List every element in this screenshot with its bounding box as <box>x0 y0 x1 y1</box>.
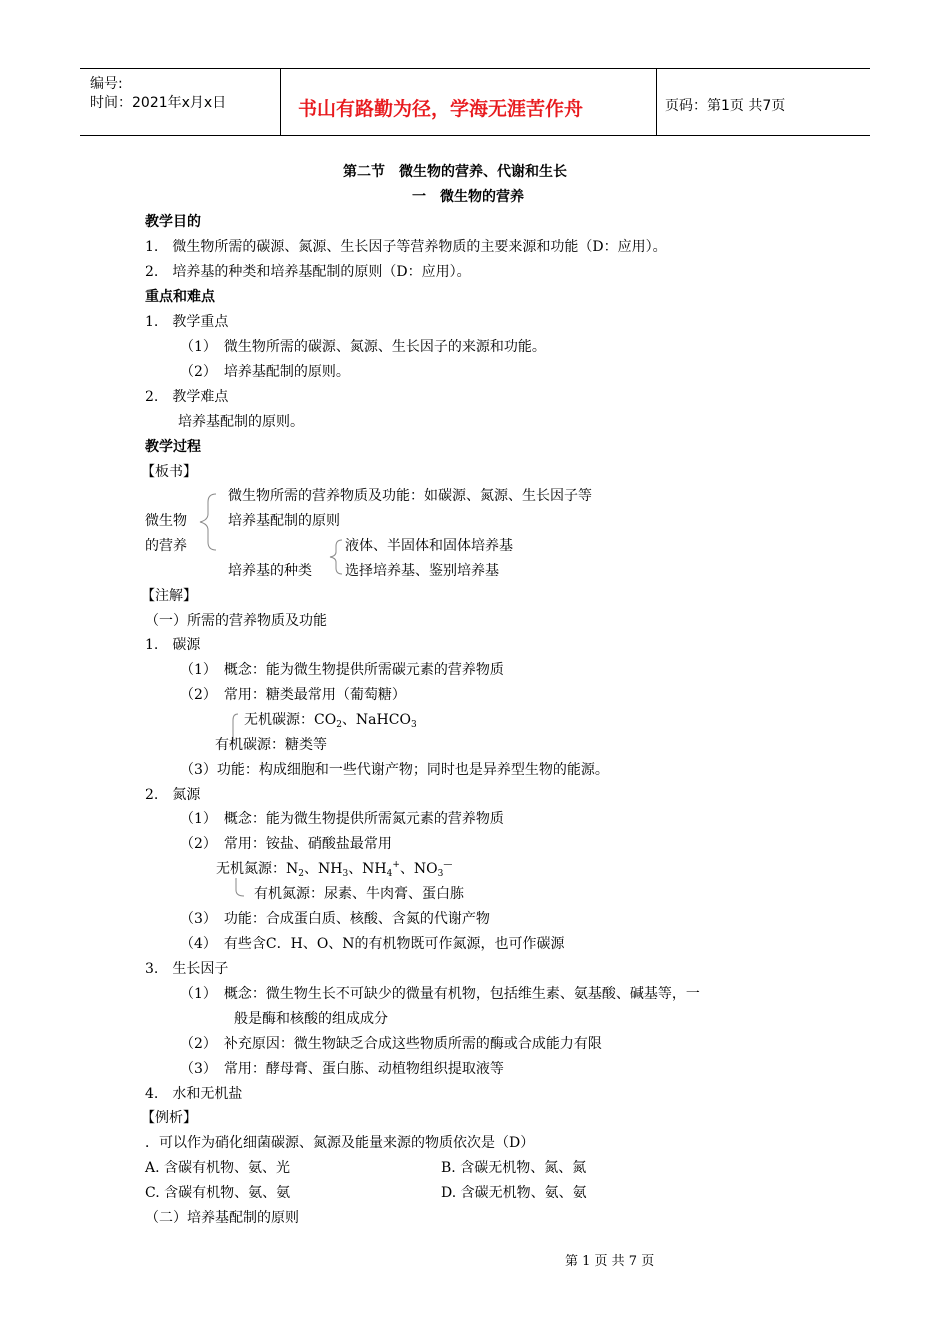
growth-heading: 3. 生长因子 <box>145 961 229 977</box>
keypoints-heading: 重点和难点 <box>145 289 215 305</box>
carbon-common: （2） 常用：糖类最常用（葡萄糖） <box>180 687 406 703</box>
nitrogen-heading: 2. 氮源 <box>145 787 201 803</box>
nitrogen-inorganic <box>216 860 452 878</box>
diagram-brace <box>198 492 222 552</box>
carbon-function: （3）功能：构成细胞和一些代谢产物；同时也是异养型生物的能源。 <box>180 762 609 778</box>
date-label: 时间：2021年x月x日 <box>90 95 227 111</box>
page-header <box>80 68 870 136</box>
example-heading: 【例析】 <box>141 1110 197 1126</box>
example-question: ．可以作为硝化细菌碳源、氮源及能量来源的物质依次是（D） <box>145 1135 535 1151</box>
water-heading: 4. 水和无机盐 <box>145 1086 243 1102</box>
formula: 、NH <box>303 861 343 877</box>
nitrogen-function: （3） 功能：合成蛋白质、核酸、含氮的代谢产物 <box>180 911 490 927</box>
difficulty-heading: 2. 教学难点 <box>145 389 229 405</box>
carbon-inorganic-label: 无机碳源： <box>244 712 314 728</box>
goals-heading: 教学目的 <box>145 214 201 230</box>
nitrogen-inorganic-label: 无机氮源： <box>216 861 286 877</box>
nitrogen-common: （2） 常用：铵盐、硝酸盐最常用 <box>180 836 392 852</box>
difficulty-item: 培养基配制的原则。 <box>178 414 304 430</box>
header-divider <box>656 69 657 135</box>
subsection-title: 一 微生物的营养 <box>412 189 524 205</box>
diagram-leaf: 液体、半固体和固体培养基 <box>345 538 513 554</box>
section-title: 第二节 微生物的营养、代谢和生长 <box>343 164 567 180</box>
subscript: 2 <box>336 720 342 730</box>
formula: 、NH <box>348 861 387 877</box>
code-label: 编号: <box>90 76 123 92</box>
formula: 、NaHCO <box>341 712 411 728</box>
diagram-root: 微生物 <box>145 513 187 529</box>
formula: 、NO <box>399 861 438 877</box>
carbon-concept: （1） 概念：能为微生物提供所需碳元素的营养物质 <box>180 662 504 678</box>
diagram-brace <box>328 538 346 576</box>
formula: N <box>286 861 299 877</box>
part-heading: （一）所需的营养物质及功能 <box>145 613 327 629</box>
subscript: 3 <box>342 869 349 879</box>
part-heading: （二）培养基配制的原则 <box>145 1210 299 1226</box>
goal-item: 1. 微生物所需的碳源、氮源、生长因子等营养物质的主要来源和功能（D：应用）。 <box>145 239 667 255</box>
formula: CO <box>314 712 337 728</box>
motto: 书山有路勤为径，学海无涯苦作舟 <box>298 98 584 120</box>
subscript: 2 <box>298 869 304 879</box>
goal-item: 2. 培养基的种类和培养基配制的原则（D：应用）。 <box>145 264 471 280</box>
focus-item: （1） 微生物所需的碳源、氮源、生长因子的来源和功能。 <box>180 339 546 355</box>
notes-heading: 【注解】 <box>141 588 197 604</box>
subscript: 4 <box>386 869 393 879</box>
nitrogen-concept: （1） 概念：能为微生物提供所需氮元素的营养物质 <box>180 811 504 827</box>
carbon-inorganic <box>244 711 417 729</box>
carbon-heading: 1. 碳源 <box>145 637 201 653</box>
option-d: D. 含碳无机物、氨、氨 <box>441 1185 587 1201</box>
nitrogen-organic: 有机氮源：尿素、牛肉膏、蛋白胨 <box>254 886 464 902</box>
header-divider <box>280 69 281 135</box>
focus-item: （2） 培养基配制的原则。 <box>180 364 350 380</box>
diagram-branch: 培养基配制的原则 <box>228 513 340 529</box>
growth-concept-cont: 般是酶和核酸的组成成分 <box>234 1011 388 1027</box>
nitrogen-note: （4） 有些含C．H、O、N的有机物既可作氮源，也可作碳源 <box>180 936 565 952</box>
carbon-organic: 有机碳源：糖类等 <box>215 737 327 753</box>
nitrogen-brace <box>234 876 250 900</box>
superscript: — <box>443 860 453 870</box>
superscript: + <box>392 860 400 870</box>
growth-reason: （2） 补充原因：微生物缺乏合成这些物质所需的酶或合成能力有限 <box>180 1036 602 1052</box>
diagram-branch: 培养基的种类 <box>228 563 312 579</box>
growth-concept: （1） 概念：微生物生长不可缺少的微量有机物，包括维生素、氨基酸、碱基等，一 <box>180 986 700 1002</box>
diagram-leaf: 选择培养基、鉴别培养基 <box>345 563 499 579</box>
option-a: A. 含碳有机物、氨、光 <box>145 1160 291 1176</box>
focus-heading: 1. 教学重点 <box>145 314 229 330</box>
board-heading: 【板书】 <box>141 464 197 480</box>
option-b: B. 含碳无机物、氮、氮 <box>441 1160 587 1176</box>
page-label: 页码：第1页 共7页 <box>665 98 786 114</box>
subscript: 3 <box>437 869 444 879</box>
subscript: 3 <box>410 720 417 730</box>
diagram-root: 的营养 <box>145 538 187 554</box>
diagram-branch: 微生物所需的营养物质及功能：如碳源、氮源、生长因子等 <box>228 488 592 504</box>
page-footer: 第 1 页 共 7 页 <box>565 1254 655 1269</box>
option-c: C. 含碳有机物、氨、氨 <box>145 1185 291 1201</box>
growth-common: （3） 常用：酵母膏、蛋白胨、动植物组织提取液等 <box>180 1061 504 1077</box>
process-heading: 教学过程 <box>145 439 201 455</box>
